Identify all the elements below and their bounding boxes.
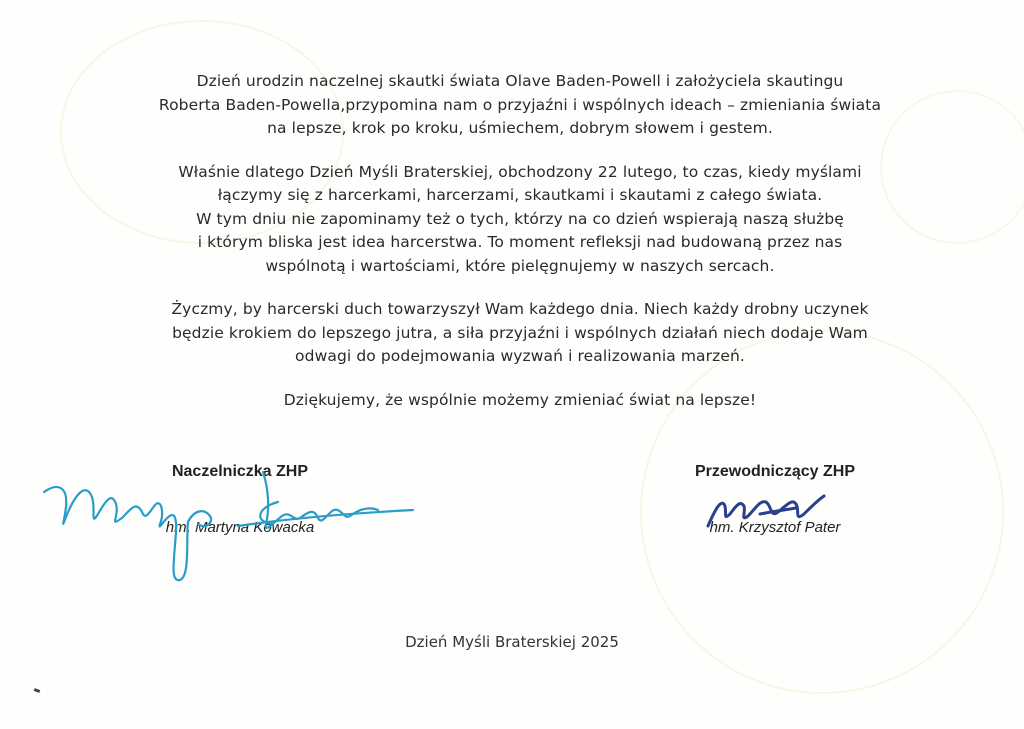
text-line: Dzień urodzin naczelnej skautki świata Olave Baden-Powell i założyciela skautingu: [196, 72, 844, 90]
closing-line: Dziękujemy, że wspólnie możemy zmieniać świat na lepsze!: [283, 390, 757, 409]
letter-body: [100, 70, 940, 412]
text-line: Właśnie dlatego Dzień Myśli Braterskiej, obchodzony 22 lutego, to czas, kiedy myślami: [178, 162, 862, 181]
text-line: i którym bliska jest idea harcerstwa. To moment refleksji nad budowaną przez nas: [197, 233, 843, 251]
text-line: W tym dniu nie zapominamy też o tych, którzy na co dzień wspierają naszą służbę: [196, 209, 844, 228]
signatory-title-right: Przewodniczący ZHP: [694, 463, 856, 480]
text-line: odwagi do podejmowania wyzwań i realizowania marzeń.: [295, 347, 745, 365]
scan-speck: [34, 688, 41, 693]
signature-block-left: [120, 463, 360, 536]
signatory-title-left: Naczelniczka ZHP: [171, 463, 309, 480]
text-line: łączymy się z harcerkami, harcerzami, skautkami i skautami z całego świata.: [217, 186, 823, 204]
text-line: wspólnotą i wartościami, które pielęgnujemy w naszych sercach.: [265, 256, 775, 275]
paragraph-3: [100, 298, 940, 369]
text-line: Życzmy, by harcerski duch towarzyszył Wam każdego dnia. Niech każdy drobny uczynek: [171, 300, 869, 318]
text-line: będzie krokiem do lepszego jutra, a siła przyjaźni i wspólnych działań niech dodaje Wam: [172, 323, 868, 342]
signatory-name-right: hm. Krzysztof Pater: [709, 519, 841, 536]
signatory-name-left: hm. Martyna Kowacka: [165, 519, 315, 536]
text-line: na lepsze, krok po kroku, uśmiechem, dobrym słowem i gestem.: [267, 119, 773, 137]
text-line: Roberta Baden-Powella,przypomina nam o przyjaźni i wspólnych ideach – zmieniania świata: [158, 95, 882, 114]
paragraph-2: [100, 161, 940, 279]
signature-block-right: [660, 463, 890, 536]
paragraph-1: [100, 70, 940, 141]
footer-event-title: Dzień Myśli Braterskiej 2025: [405, 633, 619, 651]
